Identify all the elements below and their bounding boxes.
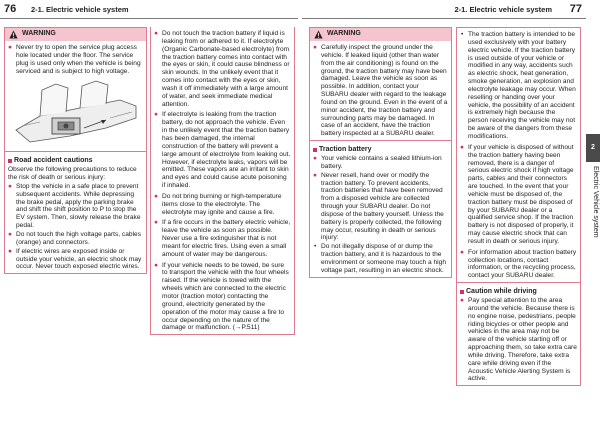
warning-body [5, 41, 146, 151]
bullet-text: Carefully inspect the ground under the vehicle. If leaked liquid (other than water from the air conditioning) is found on the ground, the traction battery may have been damaged. Leave the vehicle as soon as possible. In addition, contact your SUBARU dealer with regard to the leakage found on the ground. Even in the event of a minor accident, the traction battery and surrounding parts may be damaged. In case of an accident, have the traction battery inspected at a SUBARU dealer. [321, 44, 448, 138]
warning-body [151, 27, 294, 334]
warning-label: WARNING [22, 30, 56, 37]
bullet-item [8, 183, 143, 230]
warning-box [309, 27, 452, 278]
section-heading [8, 157, 143, 165]
section-heading [313, 146, 448, 154]
bullet-text: If your vehicle needs to be towed, be sure to transport the vehicle with the four wheels raised. If the vehicle is towed with the wheels which are connected to the electric motor (traction motor) contacting the ground, electricity generated by the operation of the motor may cause a fire to occur depending on the nature of the damage or malfunction. (→P.511) [162, 261, 289, 332]
chapter-side-title: Electric Vehicle system [592, 166, 599, 238]
bullet-marker: ● [313, 154, 317, 162]
bullet-marker: ● [460, 248, 464, 256]
section-heading-text: Traction battery [319, 146, 372, 154]
column-2 [150, 27, 295, 335]
heading-square-icon [8, 159, 12, 163]
warning-body [457, 28, 580, 282]
warning-header [310, 28, 451, 41]
service-plug-diagram [10, 78, 142, 147]
bullet-marker: ● [460, 143, 464, 151]
bullet-marker: ● [460, 297, 464, 304]
bullet-text: Your vehicle contains a sealed lithium-ion battery. [321, 154, 442, 170]
bullet-item [8, 248, 143, 272]
dash-marker: • [461, 31, 464, 38]
bullet-text: If your vehicle is disposed of without the traction battery having been removed, there is a danger of serious electric shock if high voltage parts, cables and their connectors are touched. In the event that your vehicle must be disposed of, the traction battery must be disposed of by your SUBARU dealer or a qualified service shop. If the traction battery is not disposed of properly, it may cause electric shock that can result in death or serious injury. [468, 143, 574, 245]
bullet-text: Never try to open the service plug access hole located under the floor. The service plug is used only when the vehicle is being serviced and is subject to high voltage. [16, 44, 141, 75]
bullet-marker: ● [8, 247, 12, 255]
intro-text: Observe the following precautions to reduce the risk of death or serious injury: [8, 166, 137, 182]
bullet-item [313, 155, 448, 171]
bullet-item [460, 297, 577, 383]
dash-item [313, 243, 448, 274]
warning-box-continued [150, 27, 295, 335]
bullet-text: If electric wires are exposed inside or outside your vehicle, an electric shock may occur. Never touch exposed electric wires. [16, 247, 142, 271]
bullet-item [154, 30, 291, 108]
bullet-marker: ● [313, 171, 317, 179]
section-heading [460, 288, 577, 296]
left-page-number: 76 [4, 3, 17, 15]
bullet-text: Do not touch the high voltage parts, cables (orange) and connectors. [16, 230, 141, 246]
bullet-text: For information about traction battery collection locations, contact information, or the recycling process, contact your SUBARU dealer. [468, 248, 577, 280]
warning-box [4, 27, 147, 274]
bullet-marker: ● [8, 182, 12, 190]
bullet-text: If electrolyte is leaking from the traction battery, do not approach the vehicle. Even in the unlikely event that the traction battery has been damaged, the internal construction of the battery will prevent a large amount of electrolyte from leaking out. However, if electrolyte leaks, vapors will be emitted. These vapors are an irritant to skin and eyes and could cause acute poisoning if inhaled. [162, 111, 291, 190]
warning-body-2 [457, 283, 580, 385]
left-page-header [0, 0, 298, 19]
warning-header [5, 28, 146, 41]
bullet-item [154, 193, 291, 217]
bullet-marker: ● [8, 230, 12, 238]
bullet-marker: ● [8, 44, 12, 51]
bullet-item [8, 44, 143, 75]
bullet-item [154, 219, 291, 258]
bullet-text: Never resell, hand over or modify the traction battery. To prevent accidents, traction batteries that have been removed from a disposed vehicle are collected through your SUBARU dealer. Do not dispose of the battery yourself. Unless the battery is properly collected, the following may occur, resulting in death or serious injury: [321, 171, 444, 242]
bullet-text: Do not touch the traction battery if liquid is leaking from or adhered to it. If electrolyte (Organic Carbonate-based electrolyte) from the traction battery comes into contact with the eyes or skin, it could cause blindness or skin wounds. In the unlikely event that it comes into contact with the eyes or skin, wash it off immediately with a large amount of water, and seek immediate medical attention. [162, 30, 290, 108]
column-1 [4, 27, 147, 274]
warning-body-2 [5, 152, 146, 273]
bullet-item [313, 172, 448, 243]
dash-text: Do not illegally dispose of or dump the traction battery, and it is hazardous to the environment or someone may touch a high voltage part, resulting in an electric shock. [321, 243, 446, 274]
bullet-item [460, 144, 577, 246]
warning-body-2 [310, 141, 451, 277]
right-page-header [302, 0, 586, 19]
bullet-marker: ● [154, 261, 158, 269]
bullet-marker: ● [154, 111, 158, 119]
column-3 [309, 27, 452, 278]
bullet-marker: ● [313, 44, 317, 51]
right-page-number: 77 [569, 3, 582, 15]
bullet-item [460, 249, 577, 280]
bullet-item [313, 44, 448, 138]
left-page-title: 2-1. Electric vehicle system [31, 5, 129, 14]
dash-item [460, 31, 577, 141]
bullet-text: Pay special attention to the area around the vehicle. Because there is no engine noise, pedestrians, people riding bicycles or other people and vehicles in the area may not be aware of the vehicle starting off or approaching them, so take extra care while driving. Therefore, take extra care while driving even if the Acoustic Vehicle Alerting System is active. [468, 297, 577, 383]
dash-text: The traction battery is intended to be used exclusively with your battery electric vehicle. If the traction battery is used outside of your vehicle or modified in any way, accidents such as electric shock, heat generation, smoke generation, an explosion and electrolyte leakage may occur. When reselling or handing over your vehicle, the possibility of an accident is extremely high because the person receiving the vehicle may not be aware of the dangers from these modifications. [468, 31, 576, 140]
section-heading-text: Caution while driving [466, 288, 537, 296]
bullet-item [8, 231, 143, 247]
heading-square-icon [313, 148, 317, 152]
bullet-text: Do not bring burning or high-temperature items close to the electrolyte. The electrolyte may ignite and cause a fire. [162, 192, 282, 216]
warning-icon [314, 30, 323, 39]
bullet-item [154, 111, 291, 189]
warning-label: WARNING [327, 30, 361, 37]
bullet-marker: ● [154, 30, 158, 37]
warning-body [310, 41, 451, 140]
column-4 [456, 27, 581, 386]
dash-marker: • [314, 243, 317, 251]
bullet-text: Stop the vehicle in a safe place to prevent subsequent accidents. While depressing the brake pedal, apply the parking brake and shift the shift position to P to stop the EV system. Then, slowly release the brake pedal. [16, 182, 141, 230]
right-page-title: 2-1. Electric vehicle system [454, 5, 552, 14]
bullet-marker: ● [154, 192, 158, 200]
heading-square-icon [460, 290, 464, 294]
warning-box-continued [456, 27, 581, 386]
chapter-tab: 2 [586, 134, 600, 162]
bullet-marker: ● [154, 219, 158, 227]
bullet-text: If a fire occurs in the battery electric vehicle, leave the vehicle as soon as possible. Never use a fire extinguisher that is not meant for electric fires. Using even a small amount of water may be dangerous. [162, 219, 291, 258]
bullet-item [154, 262, 291, 333]
warning-icon [9, 30, 18, 39]
section-heading-text: Road accident cautions [14, 157, 93, 165]
service-plug-illustration [10, 78, 142, 147]
